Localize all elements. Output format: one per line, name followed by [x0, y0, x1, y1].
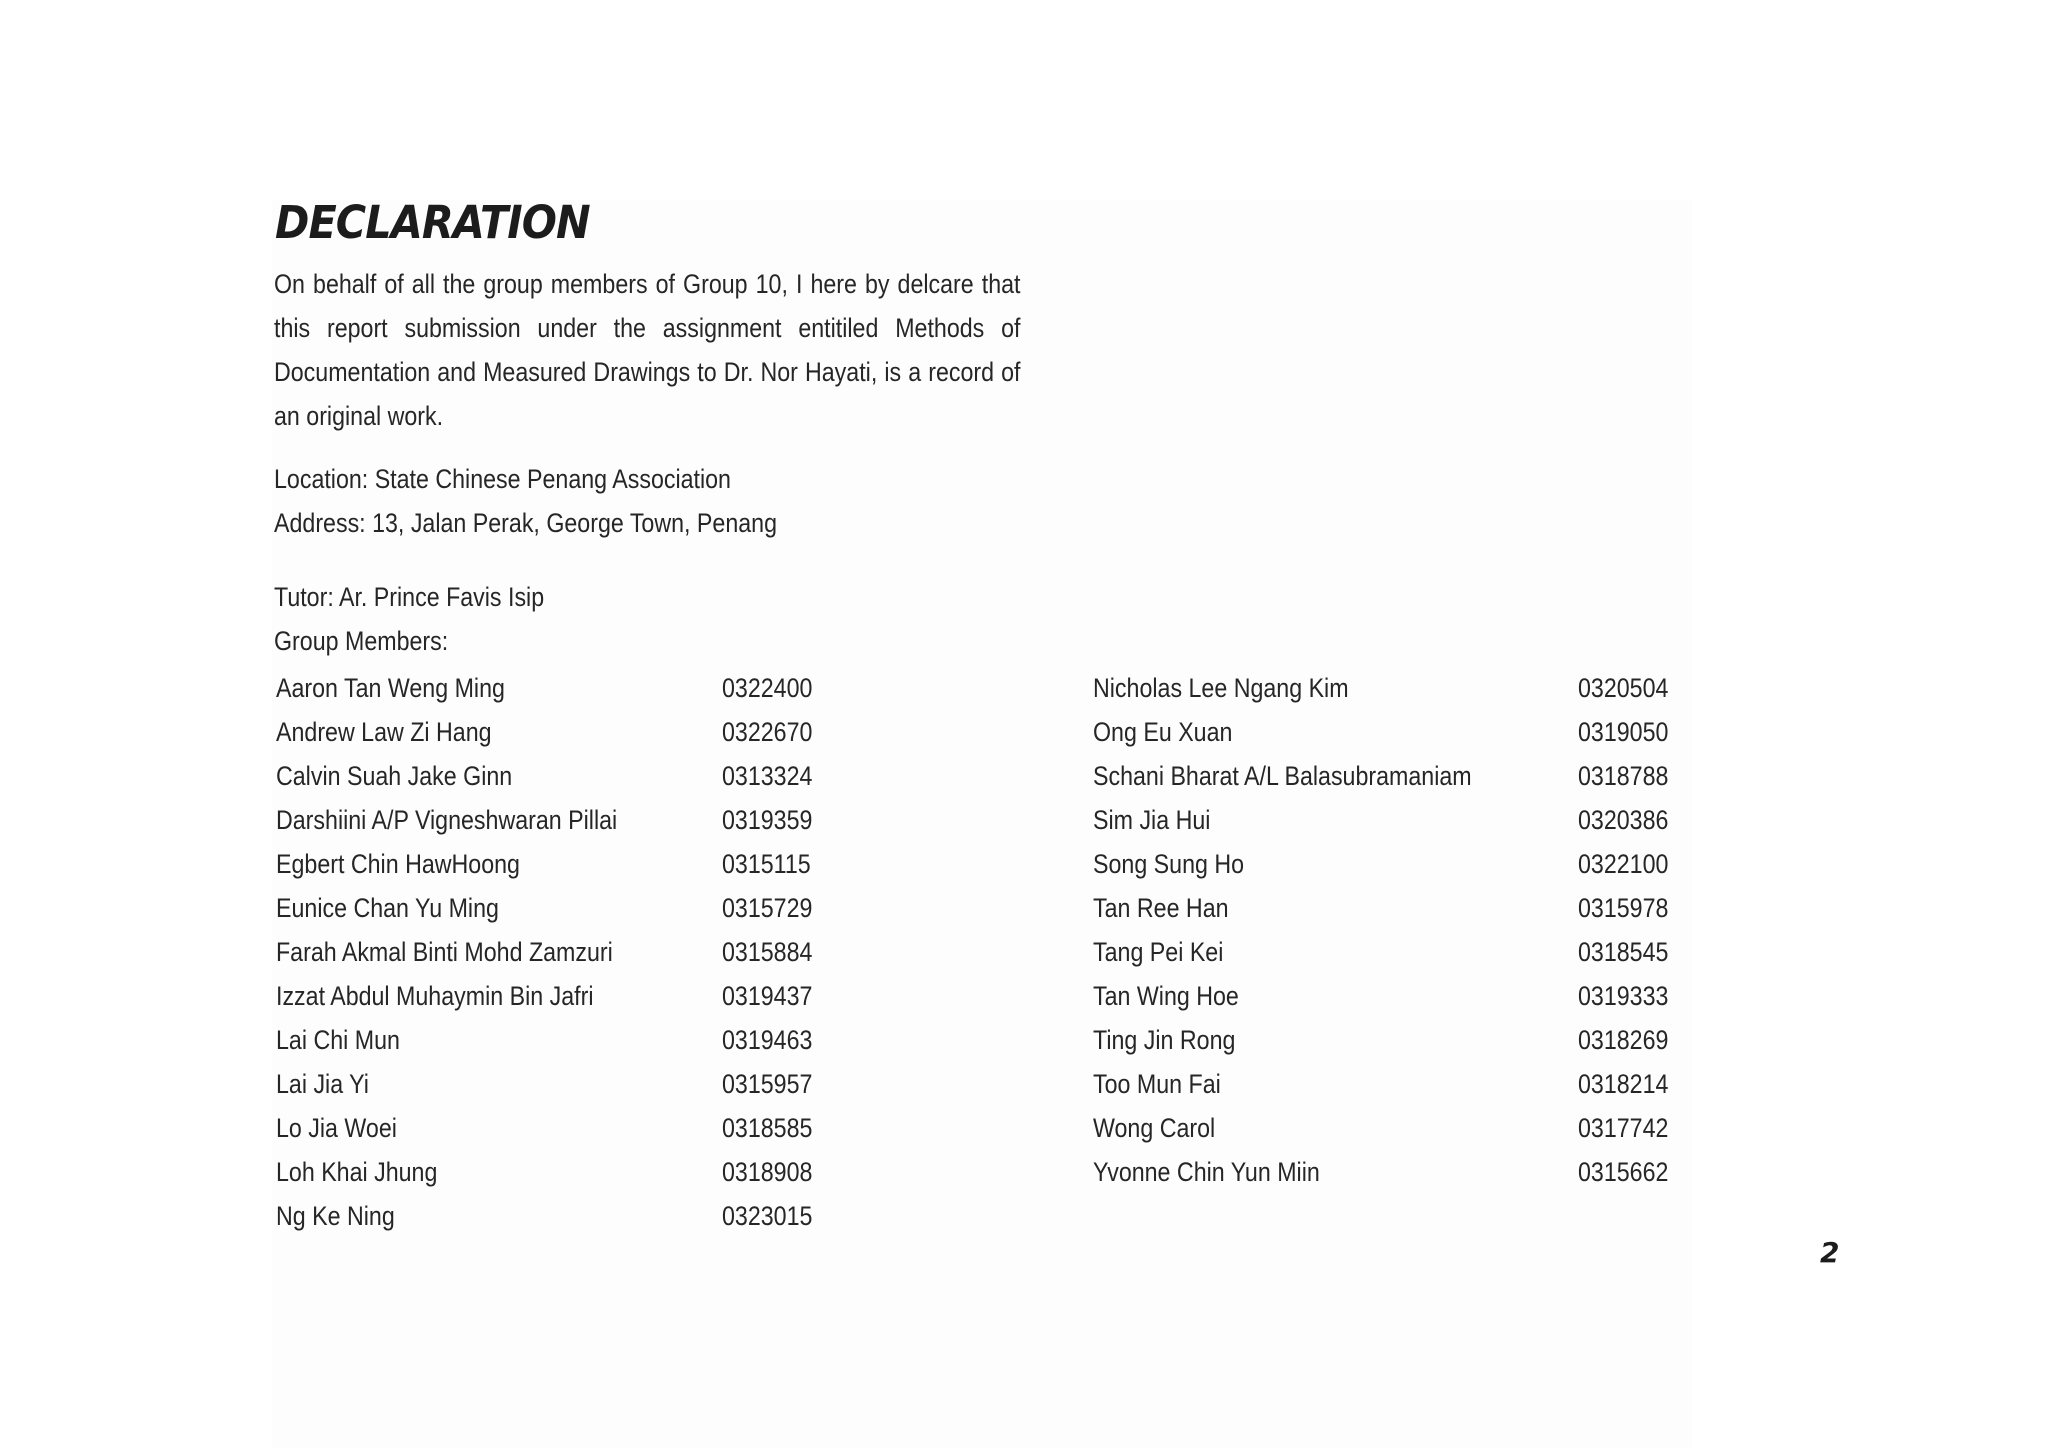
member-name: Andrew Law Zi Hang [276, 717, 492, 747]
member-id: 0320504 [1578, 673, 1669, 703]
member-name: Yvonne Chin Yun Miin [1093, 1157, 1320, 1187]
tutor-line: Tutor: Ar. Prince Favis Isip [274, 582, 545, 612]
member-id: 0319437 [722, 981, 813, 1011]
page-title: DECLARATION [275, 196, 590, 249]
location-block [274, 457, 1134, 545]
member-id: 0317742 [1578, 1113, 1669, 1143]
member-name: Too Mun Fai [1093, 1069, 1221, 1099]
member-name: Tan Ree Han [1093, 893, 1229, 923]
group-members-label: Group Members: [274, 626, 449, 656]
tutor-block [274, 575, 1134, 663]
member-name: Wong Carol [1093, 1113, 1216, 1143]
member-name: Nicholas Lee Ngang Kim [1093, 673, 1349, 703]
member-name: Tan Wing Hoe [1093, 981, 1239, 1011]
member-id: 0322400 [722, 673, 813, 703]
declaration-paragraph: On behalf of all the group members of Group 10, I here by delcare that this report submission under the assignment entitiled Methods of Documentation and Measured Drawings to Dr. Nor Hayati, is a record of an original work. [274, 269, 1021, 431]
member-id: 0315662 [1578, 1157, 1669, 1187]
member-id: 0315884 [722, 937, 813, 967]
address-line: Address: 13, Jalan Perak, George Town, Penang [274, 508, 777, 538]
member-name: Calvin Suah Jake Ginn [276, 761, 513, 791]
member-id: 0318585 [722, 1113, 813, 1143]
member-name: Sim Jia Hui [1093, 805, 1211, 835]
member-name: Darshiini A/P Vigneshwaran Pillai [276, 805, 618, 835]
member-id: 0319050 [1578, 717, 1669, 747]
member-name: Song Sung Ho [1093, 849, 1245, 879]
member-id: 0319463 [722, 1025, 813, 1055]
location-line: Location: State Chinese Penang Association [274, 464, 731, 494]
member-name: Ong Eu Xuan [1093, 717, 1233, 747]
member-id: 0315978 [1578, 893, 1669, 923]
member-id: 0319333 [1578, 981, 1669, 1011]
member-name: Tang Pei Kei [1093, 937, 1224, 967]
member-id: 0322100 [1578, 849, 1669, 879]
member-id: 0318545 [1578, 937, 1669, 967]
member-id: 0315115 [722, 849, 811, 879]
member-name: Farah Akmal Binti Mohd Zamzuri [276, 937, 613, 967]
member-name: Loh Khai Jhung [276, 1157, 438, 1187]
member-id: 0315957 [722, 1069, 813, 1099]
member-name: Schani Bharat A/L Balasubramaniam [1093, 761, 1472, 791]
member-id: 0315729 [722, 893, 813, 923]
member-name: Eunice Chan Yu Ming [276, 893, 499, 923]
member-name: Aaron Tan Weng Ming [276, 673, 505, 703]
member-name: Izzat Abdul Muhaymin Bin Jafri [276, 981, 594, 1011]
member-name: Lai Jia Yi [276, 1069, 369, 1099]
member-name: Lo Jia Woei [276, 1113, 397, 1143]
member-name: Ting Jin Rong [1093, 1025, 1236, 1055]
member-id: 0318214 [1578, 1069, 1669, 1099]
member-id: 0318269 [1578, 1025, 1669, 1055]
member-id: 0320386 [1578, 805, 1669, 835]
member-name: Ng Ke Ning [276, 1201, 395, 1231]
member-id: 0313324 [722, 761, 813, 791]
member-name: Lai Chi Mun [276, 1025, 400, 1055]
member-id: 0318908 [722, 1157, 813, 1187]
member-id: 0323015 [722, 1201, 813, 1231]
member-id: 0319359 [722, 805, 813, 835]
member-id: 0318788 [1578, 761, 1669, 791]
member-id: 0322670 [722, 717, 813, 747]
page-number: 2 [1820, 1236, 1840, 1269]
member-name: Egbert Chin HawHoong [276, 849, 520, 879]
